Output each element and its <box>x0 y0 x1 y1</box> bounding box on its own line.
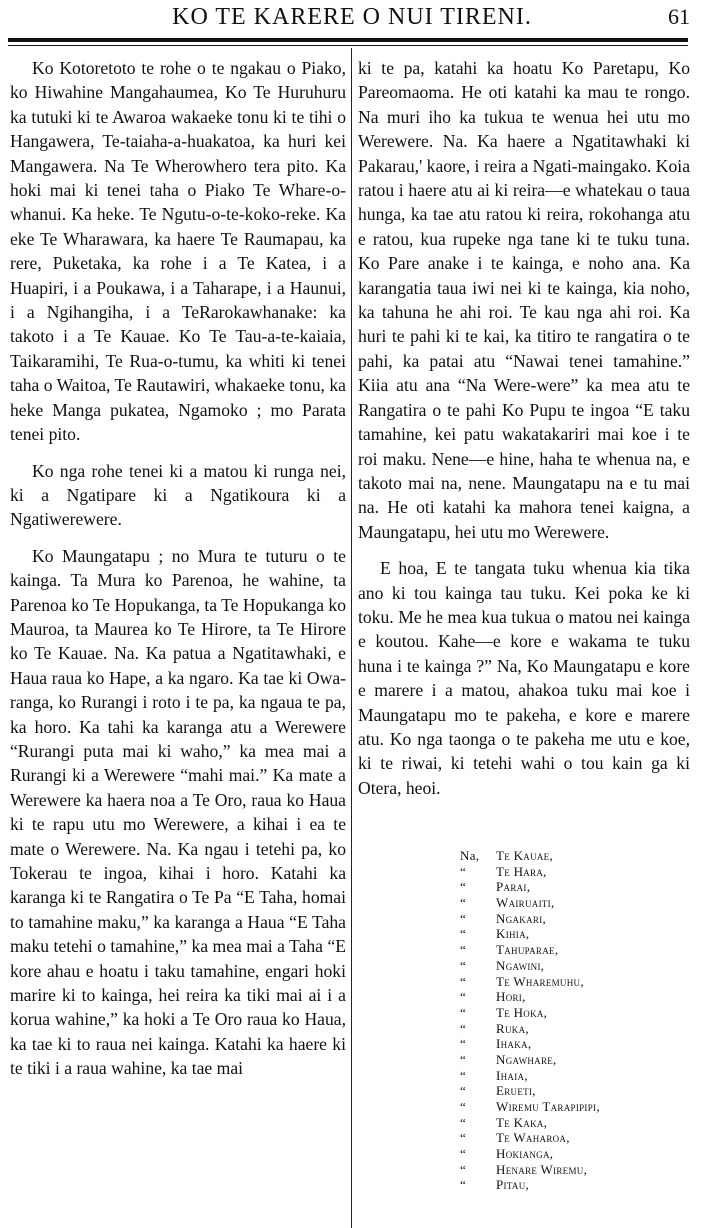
signatory-row <box>460 879 700 895</box>
signatory-name: Kihia, <box>496 926 530 942</box>
right-column <box>358 56 690 800</box>
ditto-mark: “ <box>460 1177 467 1193</box>
ditto-mark: “ <box>460 1004 467 1020</box>
signatory-name: Te Kauae, <box>496 848 554 863</box>
ditto-mark: “ <box>460 863 467 879</box>
paragraph: ki te pa, katahi ka hoatu Ko Paretapu, Ko Pareomaoma. He oti katahi ka mau te rongo. Na muri iho ka tukua te wenua hei utu mo Werewere. Na. Ka haere a Ngatitawhaki ki Pakarau,' kaore, i reira a Ngati-maingako. Koia ratou i haere atu ai ki reira—e whatekau o taua hunga, ka tae atu ratou ki reira, rokohanga atu e ratou, kua rupeke nga tane ki te tuku tuna. Ko Pare anake i te kainga, e noho ana. Ka karangatia taua iwi nei ki te kainga, kia noho, ka tahuna he ahi roi. Te kau nga ahi roi. Ka huri te pahi ki te kai, ka titiro te rangatira o te pahi, ka patai atu “Nawai tenei tamahine.” Kiia atu ana “Na Were-were” ka mea atu te Rangatira o te pahi Ko Pupu te ingoa “E taku tamahine, kei patu wakatakariri mai koe i te roi maku. Nene—e hine, haha te whenua na, e takoto mai na, nene. Maungatapu na e tu mai na. He oti katahi ka mahora tenei kaigna, a Maungatapu, hei utu mo Werewere. <box>358 58 690 542</box>
signatory-row <box>460 848 700 864</box>
signatory-row <box>460 895 700 911</box>
ditto-mark: “ <box>460 973 467 989</box>
signatory-row <box>460 1052 700 1068</box>
signatory-name: Hokianga, <box>496 1146 554 1162</box>
signatory-prefix: Na, <box>460 848 480 863</box>
column-divider <box>351 48 352 1228</box>
ditto-mark: “ <box>460 1020 467 1036</box>
paragraph: Ko nga rohe tenei ki a matou ki runga nei, ki a Ngatipare ki a Ngatikoura ki a Ngatiwerewere. <box>10 460 346 530</box>
signatory-name: Ihaka, <box>496 1036 532 1052</box>
left-column <box>10 56 346 1081</box>
signatory-row <box>460 1130 700 1146</box>
signatory-name: Pitau, <box>496 1177 530 1193</box>
signatory-row <box>460 1068 700 1084</box>
ditto-mark: “ <box>460 879 467 895</box>
signatory-row <box>460 1083 700 1099</box>
signatory-name: Te Wharemuhu, <box>496 973 584 989</box>
signatory-name: Te Hara, <box>496 863 547 879</box>
ditto-mark: “ <box>460 942 467 958</box>
signatory-row <box>460 926 700 942</box>
ditto-mark: “ <box>460 1146 467 1162</box>
signatory-row <box>460 1099 700 1115</box>
signatory-row <box>460 1146 700 1162</box>
signatory-name: Ngawhare, <box>496 1051 557 1067</box>
ditto-mark: “ <box>460 895 467 911</box>
newspaper-title: KO TE KARERE O NUI TIRENI. <box>172 4 532 30</box>
signatory-row <box>460 942 700 958</box>
signatory-row <box>460 864 700 880</box>
signatory-name: Hori, <box>496 989 526 1005</box>
signatory-name: Te Kaka, <box>496 1114 548 1130</box>
signatory-name: Wiremu Tarapipipi, <box>496 1099 600 1114</box>
signatory-name: Henare Wiremu, <box>496 1161 588 1177</box>
signatories-list <box>460 848 700 1193</box>
page-header <box>0 0 704 36</box>
signatory-name: Tahuparae, <box>496 942 559 958</box>
signatory-name: Ruka, <box>496 1020 529 1036</box>
signatory-row <box>460 958 700 974</box>
signatory-row <box>460 1115 700 1131</box>
signatory-row <box>460 1005 700 1021</box>
signatory-row <box>460 1162 700 1178</box>
signatory-row <box>460 911 700 927</box>
ditto-mark: “ <box>460 1130 467 1146</box>
ditto-mark: “ <box>460 1114 467 1130</box>
signatory-row <box>460 1177 700 1193</box>
ditto-mark: “ <box>460 1067 467 1083</box>
signatory-row <box>460 974 700 990</box>
ditto-mark: “ <box>460 1083 467 1099</box>
signatory-name: Ngawini, <box>496 957 545 973</box>
signatory-name: Wairuaiti, <box>496 895 555 911</box>
signatory-name: Parai, <box>496 879 531 895</box>
signatory-name: Te Waharoa, <box>496 1130 570 1146</box>
signatory-name: Te Hoka, <box>496 1004 548 1020</box>
signatory-row <box>460 1036 700 1052</box>
page-number: 61 <box>668 4 690 29</box>
ditto-mark: “ <box>460 910 467 926</box>
paragraph: E hoa, E te tangata tuku whenua kia tika ano ki tou kainga tau tuku. Kei poka ke ki toku. Me he mea kua tukua o matou nei kainga e koutou. Kahe—e kore e wakama te tuku huna i te kainga ?” Na, Ko Maungatapu e kore e marere i a matou, ahakoa tuku mai koe i Maungatapu mo te pakeha, e kore e marere atu. Ko nga taonga o te pakeha me utu e koe, ki te riwai, ki tetehi wahi o tou kain ga ki Otera, heoi. <box>358 558 690 798</box>
ditto-mark: “ <box>460 1051 467 1067</box>
header-rule-thin <box>8 45 688 46</box>
ditto-mark: “ <box>460 1036 467 1052</box>
signatory-row <box>460 989 700 1005</box>
header-rule-thick <box>8 38 688 42</box>
signatory-name: Ngakari, <box>496 910 547 926</box>
ditto-mark: “ <box>460 1099 467 1114</box>
signatory-row <box>460 1021 700 1037</box>
ditto-mark: “ <box>460 1161 467 1177</box>
signatory-name: Ihaia, <box>496 1067 528 1083</box>
ditto-mark: “ <box>460 957 467 973</box>
paragraph: Ko Kotoretoto te rohe o te ngakau o Piako, ko Hiwahine Mangahaumea, Ko Te Huruhuru ka tutuki ki te Awaroa wakaeke tonu ki te tihi o Hangawera, Te-taiaha-a-huakatoa, ka huri kei Mangawera. Na Te Wherowhero tera pito. Ka hoki mai ki tenei taha o Piako Te Whare-o-whanui. Ka heke. Te Ngutu-o-te-koko-reke. Ka eke Te Wharawara, ka haere Te Raumapau, ka rere, Puketaka, ka rohe i a Te Katea, i a Huapiri, i a Poukawa, i a Taharape, i a Haunui, i a Ngihangiha, i a TeRarokawhanake: ka takoto i a Te Kauae. Ko Te Tau-a-te-kaiaia, Taikaramihi, Te Rua-o-tumu, ka whiti ki tenei taha o Waitoa, Te Rautawiri, whakaeke tonu, ka heke Manga pukatea, Ngamoko ; mo Parata tenei pito. <box>10 58 346 445</box>
signatory-name: Erueti, <box>496 1083 536 1099</box>
paragraph: Ko Maungatapu ; no Mura te tuturu o te kainga. Ta Mura ko Parenoa, he wahine, ta Parenoa ko Te Hopukanga, ta Te Hopukanga ko Mauroa, ta Maurea ko Te Hirore, ta Te Hirore ko Te Kauae. Na. Ka patua a Ngatitawhaki, e Haua raua ko Hape, a ka ngaro. Ka tae ki Owa-ranga, ko Rurangi i roto i te pa, ka ngaua te pa, ka horo. Ka tahi ka karanga atu a Werewere “Rurangi puta mai ki waho,” ka mea mai a Rurangi ki a Werewere “mahi mai.” Ka mate a Werewere ka haera noa a Te Oro, raua ko Haua ki te rapu utu mo Werewere, a kihai i ea te mate o Werewere. Na. Ka ngau i tetehi pa, ko Tokerau te ingoa, kihai i horo. Katahi ka karanga ki te Rangatira o Te Pa “E Taha, homai to tamahine maku,” ka karanga a Haua “E Taha maku tetehi o tamahine,” ka mea mai a Taha “E kore ahau e hoatu i taku tamahine, engari hoki marire ki to kainga, hei reira ka tiki mai ai i a korua wahine,” ka hoki a Te Oro raua ko Haua, ka tae ki to raua nei kainga. Katahi ka haere ki te tiki i a raua wahine, ka tae mai <box>10 545 346 1079</box>
ditto-mark: “ <box>460 989 467 1005</box>
ditto-mark: “ <box>460 926 467 942</box>
